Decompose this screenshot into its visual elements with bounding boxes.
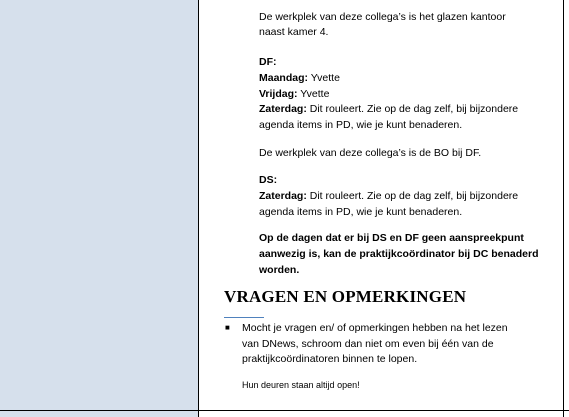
notice-line3: worden.: [259, 264, 300, 276]
content-column: [199, 0, 563, 410]
df-werkplek: De werkplek van deze collega’s is de BO bij DF.: [259, 147, 482, 159]
df-zaterdag: [259, 101, 518, 117]
df-zaterdag-value: Dit rouleert. Zie op de dag zelf, bij bijzondere: [306, 103, 519, 115]
df-heading: DF:: [259, 56, 277, 68]
closing-text: Hun deuren staan altijd open!: [242, 380, 360, 390]
df-maandag-label: Maandag:: [259, 72, 309, 84]
df-vrijdag: [259, 86, 329, 102]
ds-zaterdag: [259, 188, 518, 204]
heading-underline: [224, 317, 264, 318]
ds-zaterdag-value: Dit rouleert. Zie op de dag zelf, bij bijzondere: [306, 190, 519, 202]
left-column: [0, 0, 198, 417]
df-maandag: [259, 70, 340, 86]
paragraph-top-line2: naast kamer 4.: [259, 26, 329, 38]
df-zaterdag-line2: agenda items in PD, wie je kunt benaderen.: [259, 119, 463, 131]
bullet-line3: praktijkcoördinatoren binnen te lopen.: [242, 353, 418, 365]
ds-heading: DS:: [259, 174, 278, 186]
df-zaterdag-label: Zaterdag:: [259, 103, 307, 115]
bottom-rule: [0, 410, 569, 411]
right-border: [563, 0, 564, 417]
bullet-icon: ■: [225, 323, 230, 332]
section-heading: VRAGEN EN OPMERKINGEN: [224, 287, 467, 306]
df-vrijdag-value: Yvette: [297, 88, 330, 100]
bullet-line1: Mocht je vragen en/ of opmerkingen hebben na het lezen: [242, 322, 508, 334]
df-maandag-value: Yvette: [308, 72, 340, 84]
df-vrijdag-label: Vrijdag:: [259, 88, 298, 100]
notice-line2: aanwezig is, kan de praktijkcoördinator bij DC benaderd: [259, 248, 539, 260]
notice-line1: Op de dagen dat er bij DS en DF geen aanspreekpunt: [259, 232, 524, 244]
ds-zaterdag-label: Zaterdag:: [259, 190, 307, 202]
paragraph-top-line1: De werkplek van deze collega’s is het glazen kantoor: [259, 11, 506, 23]
bullet-line2: van DNews, schroom dan niet om even bij één van de: [242, 338, 494, 350]
ds-zaterdag-line2: agenda items in PD, wie je kunt benaderen.: [259, 206, 463, 218]
